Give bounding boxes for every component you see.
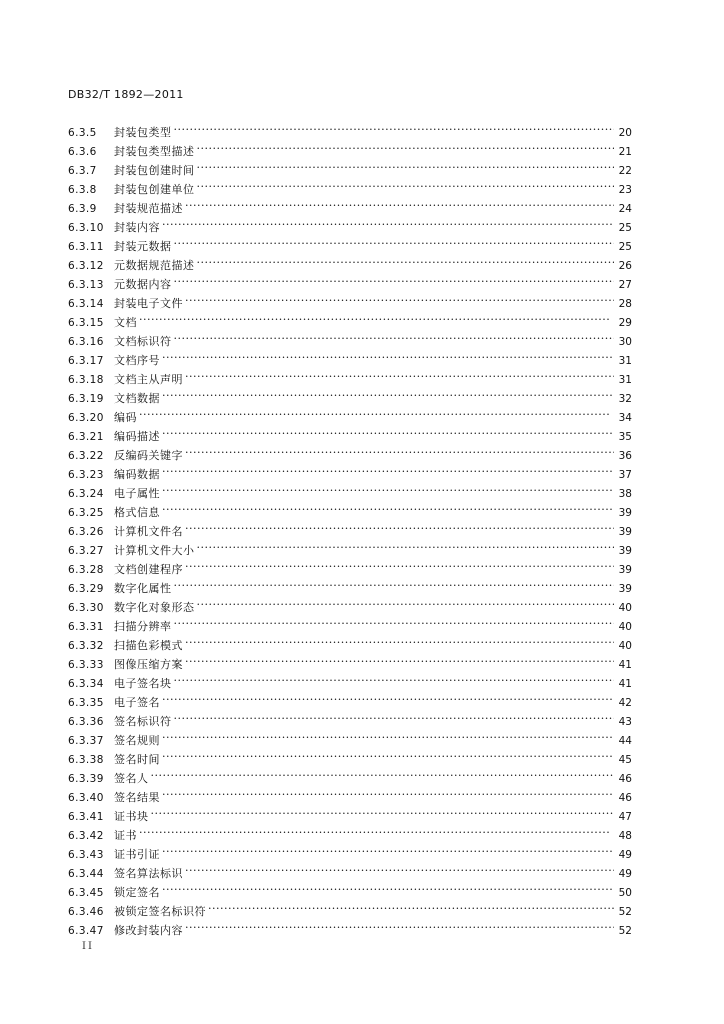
toc-entry-title: 编码描述 bbox=[114, 430, 160, 443]
toc-leader-dots bbox=[162, 877, 614, 896]
toc-entry-title: 签名人 bbox=[114, 772, 149, 785]
toc-entry-title: 计算机文件大小 bbox=[114, 544, 195, 557]
toc-entry-title: 文档序号 bbox=[114, 354, 160, 367]
toc-entry-title: 签名标识符 bbox=[114, 715, 172, 728]
standard-code-header: DB32/T 1892—2011 bbox=[68, 88, 184, 101]
toc-entry-title: 封装规范描述 bbox=[114, 202, 183, 215]
toc-entry-page: 26 bbox=[618, 260, 632, 272]
toc-entry-title: 元数据规范描述 bbox=[114, 259, 195, 272]
toc-entry-title: 文档创建程序 bbox=[114, 563, 183, 576]
toc-entry-number: 6.3.40 bbox=[68, 792, 104, 804]
toc-entry-title: 数字化属性 bbox=[114, 582, 172, 595]
toc-entry-number: 6.3.22 bbox=[68, 450, 104, 462]
toc-entry-number: 6.3.7 bbox=[68, 165, 97, 177]
toc-leader-dots bbox=[185, 288, 614, 307]
toc-leader-dots bbox=[174, 611, 615, 630]
toc-entry-number: 6.3.5 bbox=[68, 127, 97, 139]
toc-entry bbox=[68, 801, 632, 823]
toc-entry-page: 41 bbox=[618, 659, 632, 671]
toc-entry-number: 6.3.31 bbox=[68, 621, 104, 633]
toc-entry-page: 40 bbox=[618, 602, 632, 614]
toc-leader-dots bbox=[185, 915, 614, 934]
toc-entry-title: 修改封装内容 bbox=[114, 924, 183, 937]
toc-entry-page: 47 bbox=[618, 811, 632, 823]
toc-entry-title: 格式信息 bbox=[114, 506, 160, 519]
toc-leader-dots bbox=[162, 725, 614, 744]
toc-leader-dots bbox=[174, 573, 615, 592]
toc-leader-dots bbox=[185, 649, 614, 668]
toc-entry-title: 证书引证 bbox=[114, 848, 160, 861]
toc-entry-page: 48 bbox=[618, 830, 632, 842]
toc-entry-number: 6.3.29 bbox=[68, 583, 104, 595]
toc-leader-dots bbox=[174, 269, 615, 288]
toc-leader-dots bbox=[197, 250, 615, 269]
toc-leader-dots bbox=[139, 307, 614, 326]
toc-entry-number: 6.3.25 bbox=[68, 507, 104, 519]
toc-entry-page: 52 bbox=[618, 906, 632, 918]
toc-entry bbox=[68, 326, 632, 348]
toc-entry-page: 39 bbox=[618, 507, 632, 519]
toc-leader-dots bbox=[174, 231, 615, 250]
toc-entry-page: 39 bbox=[618, 545, 632, 557]
toc-entry-page: 30 bbox=[618, 336, 632, 348]
toc-entry-title: 文档标识符 bbox=[114, 335, 172, 348]
toc-entry-page: 40 bbox=[618, 621, 632, 633]
toc-entry-title: 文档 bbox=[114, 316, 137, 329]
toc-leader-dots bbox=[174, 668, 615, 687]
toc-leader-dots bbox=[151, 801, 615, 820]
toc-entry-page: 52 bbox=[618, 925, 632, 937]
toc-entry-page: 46 bbox=[618, 773, 632, 785]
toc-entry bbox=[68, 763, 632, 785]
toc-leader-dots bbox=[162, 839, 614, 858]
toc-entry-number: 6.3.20 bbox=[68, 412, 104, 424]
toc-entry bbox=[68, 402, 632, 424]
toc-entry-number: 6.3.17 bbox=[68, 355, 104, 367]
toc-entry-title: 电子签名 bbox=[114, 696, 160, 709]
toc-entry-number: 6.3.41 bbox=[68, 811, 104, 823]
toc-entry-number: 6.3.8 bbox=[68, 184, 97, 196]
toc-entry-number: 6.3.30 bbox=[68, 602, 104, 614]
toc-leader-dots bbox=[139, 402, 614, 421]
toc-entry-page: 25 bbox=[618, 241, 632, 253]
toc-entry-page: 25 bbox=[618, 222, 632, 234]
toc-leader-dots bbox=[185, 364, 614, 383]
toc-leader-dots bbox=[174, 326, 615, 345]
toc-entry-number: 6.3.43 bbox=[68, 849, 104, 861]
toc-entry-page: 20 bbox=[618, 127, 632, 139]
toc-leader-dots bbox=[162, 459, 614, 478]
toc-entry-number: 6.3.6 bbox=[68, 146, 97, 158]
toc-leader-dots bbox=[162, 421, 614, 440]
toc-entry-number: 6.3.35 bbox=[68, 697, 104, 709]
toc-entry-title: 封装内容 bbox=[114, 221, 160, 234]
toc-entry-page: 50 bbox=[618, 887, 632, 899]
toc-leader-dots bbox=[174, 117, 615, 136]
toc-leader-dots bbox=[162, 744, 614, 763]
toc-entry-page: 39 bbox=[618, 526, 632, 538]
toc-leader-dots bbox=[197, 155, 615, 174]
toc-leader-dots bbox=[151, 763, 615, 782]
toc-entry-page: 45 bbox=[618, 754, 632, 766]
toc-leader-dots bbox=[185, 193, 614, 212]
toc-entry-number: 6.3.32 bbox=[68, 640, 104, 652]
toc-entry-number: 6.3.36 bbox=[68, 716, 104, 728]
toc-leader-dots bbox=[162, 782, 614, 801]
toc-leader-dots bbox=[162, 687, 614, 706]
toc-entry-title: 电子签名块 bbox=[114, 677, 172, 690]
toc-entry-page: 41 bbox=[618, 678, 632, 690]
toc-entry-number: 6.3.27 bbox=[68, 545, 104, 557]
toc-entry-title: 数字化对象形态 bbox=[114, 601, 195, 614]
toc-leader-dots bbox=[208, 896, 614, 915]
toc-leader-dots bbox=[162, 345, 614, 364]
toc-entry-title: 封装电子文件 bbox=[114, 297, 183, 310]
toc-entry-number: 6.3.46 bbox=[68, 906, 104, 918]
toc-leader-dots bbox=[185, 858, 614, 877]
toc-entry-page: 23 bbox=[618, 184, 632, 196]
toc-entry-page: 24 bbox=[618, 203, 632, 215]
toc-entry-number: 6.3.37 bbox=[68, 735, 104, 747]
toc-entry bbox=[68, 782, 632, 804]
toc-entry-number: 6.3.44 bbox=[68, 868, 104, 880]
toc-entry-page: 39 bbox=[618, 564, 632, 576]
toc-entry-page: 44 bbox=[618, 735, 632, 747]
toc-leader-dots bbox=[185, 630, 614, 649]
toc-entry-number: 6.3.28 bbox=[68, 564, 104, 576]
toc-entry-number: 6.3.39 bbox=[68, 773, 104, 785]
toc-entry-title: 反编码关键字 bbox=[114, 449, 183, 462]
toc-entry-title: 签名结果 bbox=[114, 791, 160, 804]
toc-entry-title: 计算机文件名 bbox=[114, 525, 183, 538]
toc-entry-title: 封装包类型描述 bbox=[114, 145, 195, 158]
toc-entry-number: 6.3.19 bbox=[68, 393, 104, 405]
toc-entry-number: 6.3.14 bbox=[68, 298, 104, 310]
toc-leader-dots bbox=[185, 554, 614, 573]
toc-entry-title: 签名规则 bbox=[114, 734, 160, 747]
toc-leader-dots bbox=[197, 174, 615, 193]
toc-entry-page: 32 bbox=[618, 393, 632, 405]
page-number-footer: II bbox=[82, 941, 94, 952]
toc-entry-number: 6.3.18 bbox=[68, 374, 104, 386]
toc-entry-title: 签名算法标识 bbox=[114, 867, 183, 880]
toc-entry-title: 文档主从声明 bbox=[114, 373, 183, 386]
toc-entry-number: 6.3.12 bbox=[68, 260, 104, 272]
toc-entry-number: 6.3.11 bbox=[68, 241, 104, 253]
toc-entry bbox=[68, 421, 632, 443]
toc-entry-page: 36 bbox=[618, 450, 632, 462]
toc-leader-dots bbox=[174, 706, 615, 725]
toc-entry-page: 39 bbox=[618, 583, 632, 595]
toc-entry-title: 封装包创建时间 bbox=[114, 164, 195, 177]
toc-leader-dots bbox=[197, 136, 615, 155]
toc-entry bbox=[68, 307, 632, 329]
toc-leader-dots bbox=[197, 592, 615, 611]
toc-leader-dots bbox=[162, 212, 614, 231]
toc-entry-number: 6.3.24 bbox=[68, 488, 104, 500]
toc-entry-title: 封装元数据 bbox=[114, 240, 172, 253]
toc-entry-page: 27 bbox=[618, 279, 632, 291]
toc-entry-number: 6.3.38 bbox=[68, 754, 104, 766]
toc-entry-title: 锁定签名 bbox=[114, 886, 160, 899]
toc-entry-page: 40 bbox=[618, 640, 632, 652]
toc-entry-number: 6.3.13 bbox=[68, 279, 104, 291]
toc-entry-title: 证书块 bbox=[114, 810, 149, 823]
toc-entry bbox=[68, 820, 632, 842]
toc-leader-dots bbox=[185, 440, 614, 459]
toc-entry-number: 6.3.9 bbox=[68, 203, 97, 215]
toc-entry-title: 文档数据 bbox=[114, 392, 160, 405]
toc-entry-number: 6.3.34 bbox=[68, 678, 104, 690]
toc-entry-title: 证书 bbox=[114, 829, 137, 842]
toc-entry-page: 21 bbox=[618, 146, 632, 158]
toc-entry-title: 封装包创建单位 bbox=[114, 183, 195, 196]
toc-entry-number: 6.3.23 bbox=[68, 469, 104, 481]
toc-leader-dots bbox=[162, 478, 614, 497]
toc-entry-page: 29 bbox=[618, 317, 632, 329]
toc-entry-number: 6.3.33 bbox=[68, 659, 104, 671]
toc-entry-title: 元数据内容 bbox=[114, 278, 172, 291]
toc-entry-page: 34 bbox=[618, 412, 632, 424]
toc-entry-number: 6.3.26 bbox=[68, 526, 104, 538]
toc-entry-page: 28 bbox=[618, 298, 632, 310]
toc-entry-number: 6.3.42 bbox=[68, 830, 104, 842]
toc-entry-title: 编码数据 bbox=[114, 468, 160, 481]
toc-entry bbox=[68, 117, 632, 139]
toc-entry-title: 扫描色彩模式 bbox=[114, 639, 183, 652]
toc-entry-number: 6.3.47 bbox=[68, 925, 104, 937]
toc-entry-page: 31 bbox=[618, 355, 632, 367]
toc-entry-title: 编码 bbox=[114, 411, 137, 424]
toc-entry-number: 6.3.16 bbox=[68, 336, 104, 348]
toc-entry-page: 46 bbox=[618, 792, 632, 804]
toc-leader-dots bbox=[162, 383, 614, 402]
toc-entry-page: 38 bbox=[618, 488, 632, 500]
toc-entry-page: 42 bbox=[618, 697, 632, 709]
toc-entry-number: 6.3.45 bbox=[68, 887, 104, 899]
toc-leader-dots bbox=[139, 820, 614, 839]
toc-entry-page: 49 bbox=[618, 868, 632, 880]
table-of-contents bbox=[68, 117, 632, 937]
toc-entry-title: 被锁定签名标识符 bbox=[114, 905, 206, 918]
toc-entry-page: 49 bbox=[618, 849, 632, 861]
toc-entry-title: 签名时间 bbox=[114, 753, 160, 766]
toc-entry-page: 22 bbox=[618, 165, 632, 177]
toc-entry bbox=[68, 839, 632, 861]
toc-leader-dots bbox=[185, 516, 614, 535]
toc-entry-page: 43 bbox=[618, 716, 632, 728]
toc-entry-page: 31 bbox=[618, 374, 632, 386]
toc-entry-title: 图像压缩方案 bbox=[114, 658, 183, 671]
toc-entry-title: 电子属性 bbox=[114, 487, 160, 500]
toc-leader-dots bbox=[197, 535, 615, 554]
toc-entry-title: 封装包类型 bbox=[114, 126, 172, 139]
toc-entry-title: 扫描分辨率 bbox=[114, 620, 172, 633]
toc-entry-page: 35 bbox=[618, 431, 632, 443]
toc-entry-number: 6.3.15 bbox=[68, 317, 104, 329]
toc-leader-dots bbox=[162, 497, 614, 516]
toc-entry-number: 6.3.10 bbox=[68, 222, 104, 234]
toc-entry-number: 6.3.21 bbox=[68, 431, 104, 443]
toc-entry-page: 37 bbox=[618, 469, 632, 481]
